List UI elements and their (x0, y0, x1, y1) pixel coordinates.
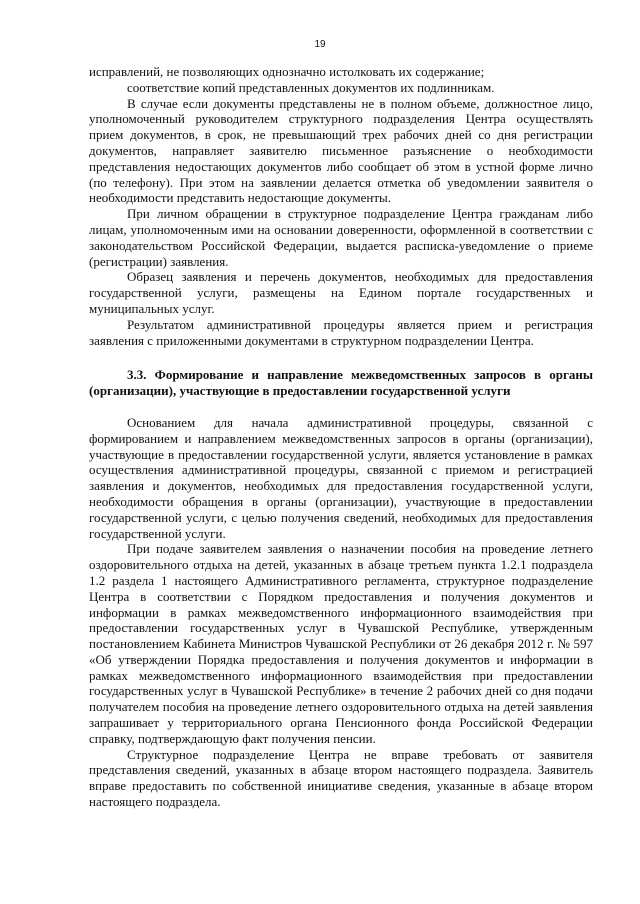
section-heading: 3.3. Формирование и направление межведомственных запросов в органы (организации), участвующие в предоставлении государственной услуги (89, 367, 593, 399)
paragraph: Образец заявления и перечень документов, необходимых для предоставления государственной услуги, размещены на Едином портале государственных и муниципальных услуг. (89, 269, 593, 316)
page-number: 19 (314, 39, 326, 50)
paragraph: Структурное подразделение Центра не вправе требовать от заявителя представления сведений, указанных в абзаце втором настоящего подраздела. Заявитель вправе предоставить по собственной инициативе сведения, указанные в абзаце втором настоящего подраздела. (89, 746, 593, 810)
page-content (89, 64, 593, 810)
paragraph: Результатом административной процедуры является прием и регистрация заявления с приложенными документами в структурном подразделении Центра. (89, 316, 593, 348)
paragraph-continuation: исправлений, не позволяющих однозначно истолковать их содержание; (89, 64, 485, 79)
paragraph: В случае если документы представлены не в полном объеме, должностное лицо, уполномоченный руководителем структурного подразделения Центра осуществлять прием документов, в срок, не превышающий трех рабочих дней со дня регистрации документов, направляет заявителю письменное разъяснение о необходимости представления недостающих документов либо сообщает об этом в устной форме лично (по телефону). При этом на заявлении делается отметка об уведомлении заявителя о необходимости представить недостающие документы. (89, 95, 593, 206)
paragraph: При подаче заявителем заявления о назначении пособия на проведение летнего оздоровительного отдыха на детей, указанных в абзаце третьем пункта 1.2.1 подраздела 1.2 раздела 1 настоящего Административного регламента, структурное подразделение Центра в соответствии с Порядком предоставления и получения документов и информации в рамках межведомственного информационного взаимодействия при предоставлении государственных услуг в Чувашской Республике, утвержденным постановлением Кабинета Министров Чувашской Республики от 26 декабря 2012 г. № 597 «Об утверждении Порядка предоставления и получения документов и информации в рамках межведомственного информационного взаимодействия при предоставлении государственных услуг в Чувашской Республике» в течение 2 рабочих дней со дня подачи получателем пособия на проведение летнего оздоровительного отдыха на детей заявления запрашивает у территориального органа Пенсионного фонда Российской Федерации справку, подтверждающую факт получения пенсии. (89, 541, 593, 746)
paragraph: соответствие копий представленных документов их подлинникам. (127, 79, 495, 95)
paragraph: При личном обращении в структурное подразделение Центра гражданам либо лицам, уполномоченным ими на основании доверенности, оформленной в соответствии с законодательством Российской Федерации, выдается расписка-уведомление о приеме (регистрации) заявления. (89, 206, 593, 269)
paragraph: Основанием для начала административной процедуры, связанной с формированием и направлением межведомственных запросов в органы (организации), участвующие в предоставлении государственной услуги, является установление в рамках осуществления административной процедуры, связанной с приемом и регистрацией заявления и документов, необходимых для предоставления государственной услуги, необходимости обращения в органы (организации), участвующие в предоставлении государственной услуги, с целью получения сведений, необходимых для предоставления государственной услуги. (89, 414, 593, 541)
